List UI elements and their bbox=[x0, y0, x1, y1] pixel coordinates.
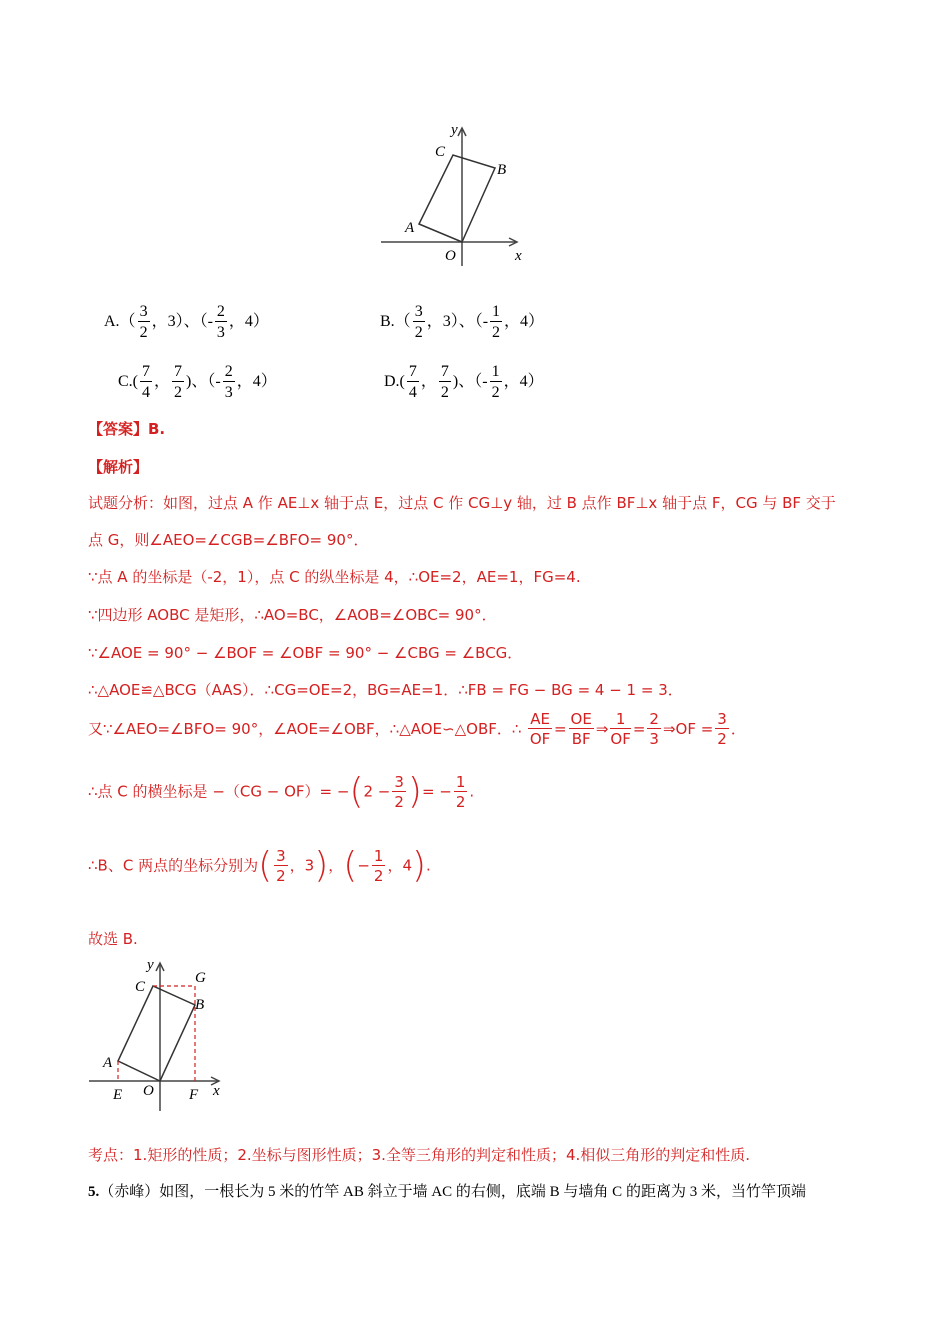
figure-rectangle-coordinates bbox=[375, 118, 540, 278]
label-x: x bbox=[213, 1083, 220, 1099]
analysis-line-7: 又∵∠AEO=∠BFO= 90°，∠AOE=∠OBF，∴△AOE∽△OBF．∴ $\frac{AE}{OF}$ = $\frac{OE}{BF}$ ⇒ $\frac{1}{OF}$ = $\frac{2}{3}$ ⇒OF = $\frac{3}{2}$ ． bbox=[88, 710, 746, 748]
option-a[interactable]: A.（ $\frac{3}{2}$ ，3）、（- $\frac{2}{3}$ ，4） bbox=[104, 303, 269, 341]
label-o: O bbox=[445, 248, 456, 264]
label-o: O bbox=[143, 1083, 154, 1099]
analysis-line-3: ∵点 A 的坐标是（-2，1），点 C 的纵坐标是 4，∴OE=2，AE=1，FG=4. bbox=[88, 568, 581, 586]
rectangle-aobc bbox=[118, 986, 195, 1081]
label-b: B bbox=[195, 997, 205, 1013]
answer-label: 【答案】B. bbox=[88, 420, 166, 438]
knowledge-text: 1.矩形的性质；2.坐标与图形性质；3.全等三角形的判定和性质；4.相似三角形的判定和性质. bbox=[133, 1146, 751, 1164]
label-a: A bbox=[103, 1055, 113, 1071]
knowledge-label: 考点： bbox=[88, 1146, 134, 1164]
question-5 bbox=[88, 1180, 806, 1201]
analysis-line-2: 点 G，则∠AEO=∠CGB=∠BFO= 90°． bbox=[88, 531, 369, 549]
question-number: 5. bbox=[88, 1184, 100, 1200]
conclusion: 故选 B. bbox=[88, 930, 138, 948]
analysis-line-4: ∵四边形 AOBC 是矩形，∴AO=BC，∠AOB=∠OBC= 90°． bbox=[88, 606, 497, 624]
label-c: C bbox=[435, 144, 446, 160]
analysis-line-8: ∴点 C 的横坐标是 −（CG − OF）= −(2 − $\frac{3}{2}$ )= − $\frac{1}{2}$ . bbox=[88, 771, 475, 812]
option-c[interactable]: C.( $\frac{7}{4}$ ， $\frac{7}{2}$ )、（- $\frac{2}{3}$ ，4） bbox=[118, 363, 277, 401]
label-e: E bbox=[113, 1087, 123, 1103]
label-f: F bbox=[189, 1087, 199, 1103]
label-b: B bbox=[497, 162, 507, 178]
analysis-line-1: 试题分析：如图，过点 A 作 AE⊥x 轴于点 E，过点 C 作 CG⊥y 轴，过 B 点作 BF⊥x 轴于点 F，CG 与 BF 交于 bbox=[88, 494, 836, 512]
figure-solution-diagram bbox=[85, 955, 235, 1115]
label-g: G bbox=[195, 970, 206, 986]
analysis-label: 【解析】 bbox=[88, 458, 149, 476]
analysis-line-6: ∴△AOE≌△BCG（AAS）．∴CG=OE=2，BG=AE=1．∴FB = FG − BG = 4 − 1 = 3． bbox=[88, 681, 683, 699]
label-x: x bbox=[515, 248, 522, 264]
analysis-line-9: ∴B、C 两点的坐标分别为( $\frac{3}{2}$ ，3)，(− $\frac{1}{2}$ ，4). bbox=[88, 845, 431, 886]
option-d[interactable]: D.( $\frac{7}{4}$ ， $\frac{7}{2}$ )、（- $\frac{1}{2}$ ，4） bbox=[384, 363, 544, 401]
question-text: （赤峰）如图，一根长为 5 米的竹竿 AB 斜立于墙 AC 的右侧，底端 B 与墙角 C 的距离为 3 米，当竹竿顶端 bbox=[99, 1184, 806, 1200]
label-c: C bbox=[135, 979, 146, 995]
rectangle-aobc bbox=[419, 155, 495, 242]
label-y: y bbox=[147, 957, 154, 973]
label-a: A bbox=[405, 220, 415, 236]
analysis-line-5: ∵∠AOE = 90° − ∠BOF = ∠OBF = 90° − ∠CBG = ∠BCG． bbox=[88, 644, 523, 662]
option-b[interactable]: B.（ $\frac{3}{2}$ ，3）、（- $\frac{1}{2}$ ，4） bbox=[380, 303, 545, 341]
knowledge-points bbox=[88, 1144, 750, 1165]
label-y: y bbox=[451, 122, 458, 138]
